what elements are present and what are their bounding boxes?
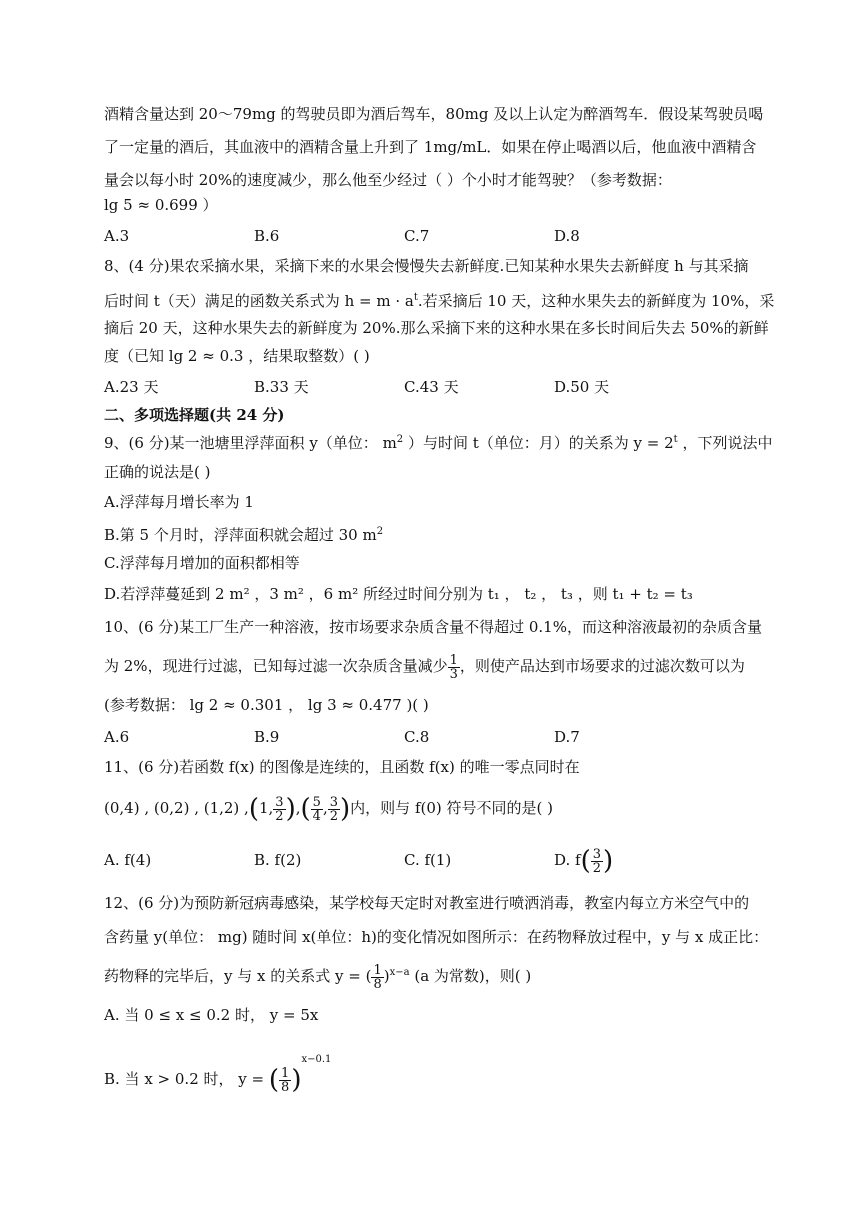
q8-line-1: 8、(4 分)果农采摘水果，采摘下来的水果会慢慢失去新鲜度.已知某种水果失去新鲜度 h 与其采摘	[104, 257, 749, 275]
q12-option-b-frac	[279, 1067, 291, 1094]
q11-option-b[interactable]: B. f(2)	[254, 851, 302, 869]
q8-line-2-end: .若采摘后 10 天，这种水果失去的新鲜度为 10%，采	[417, 292, 775, 310]
paren-open-icon: (	[300, 794, 311, 824]
q9-option-b-text: B.第 5 个月时，浮萍面积就会超过 30 m	[104, 526, 377, 544]
q11-int5-frac2	[328, 796, 340, 823]
q9-option-b[interactable]	[104, 522, 383, 545]
q11-int5-num1: 5	[312, 794, 321, 810]
q12-line-3: 药物释的完毕后，y 与 x 的关系式 y = ( $\frac{1}{8}$ )$^{x-a}$ (a 为常数)，则( )	[104, 962, 532, 992]
q8-line-3: 摘后 20 天，这种水果失去的新鲜度为 20%.那么采摘下来的这种水果在多长时间后失去 50%的新鲜	[104, 319, 769, 337]
q7-option-d[interactable]: D.8	[554, 227, 580, 245]
q7-line-2: 了一定量的酒后，其血液中的酒精含量上升到了 1mg/mL．如果在停止喝酒以后，他血液中酒精含	[104, 138, 757, 156]
q11-int4-a: 1,	[258, 799, 274, 817]
q11-option-d-pre: D. f	[554, 851, 581, 869]
section-heading: 二、多项选择题(共 24 分)	[104, 406, 285, 424]
q9-option-b-sup: 2	[376, 526, 384, 537]
q11-int4-num: 3	[275, 794, 284, 810]
q12-optb-den: 8	[281, 1079, 290, 1095]
q10-line-3: (参考数据： lg 2 ≈ 0.301 ， lg 3 ≈ 0.477 )( )	[104, 696, 429, 714]
q11-optd-den: 2	[592, 860, 602, 876]
q12-line-3-post: (a 为常数)，则( )	[409, 967, 532, 985]
q12-l3-num: 1	[373, 962, 382, 978]
q12-option-b-pre: B. 当 x > 0.2 时， y =	[104, 1070, 265, 1088]
q10-frac-den: 3	[449, 666, 458, 682]
q10-option-d[interactable]: D.7	[554, 728, 580, 746]
q11-int4-den: 2	[275, 808, 284, 824]
q10-option-b[interactable]: B.9	[254, 728, 280, 746]
paren-close-icon: )	[340, 794, 351, 824]
q11-int5-num2: 3	[329, 794, 339, 810]
q12-option-b-exp: x−0.1	[301, 1054, 332, 1065]
q10-line-2-pre: 为 2%，现进行过滤，已知每过滤一次杂质含量减少	[104, 657, 448, 675]
q11-line-1: 11、(6 分)若函数 f(x) 的图像是连续的，且函数 f(x) 的唯一零点同时在	[104, 758, 580, 776]
q12-optb-num: 1	[281, 1065, 290, 1081]
q12-option-b[interactable]	[104, 1040, 331, 1100]
q12-line-3-pre: 药物释的完毕后，y 与 x 的关系式 y = (	[104, 967, 372, 985]
paren-close-icon: )	[603, 846, 614, 876]
q8-exponent: t	[413, 292, 418, 303]
q8-option-a[interactable]: A.23 天	[104, 378, 159, 396]
q7-option-b[interactable]: B.6	[254, 227, 280, 245]
q11-int5-den1: 4	[312, 808, 321, 824]
q7-line-1: 酒精含量达到 20～79mg 的驾驶员即为酒后驾车，80mg 及以上认定为醉酒驾车．假设某驾驶员喝	[104, 105, 764, 123]
q10-line-1: 10、(6 分)某工厂生产一种溶液，按市场要求杂质含量不得超过 0.1%，而这种溶液最初的杂质含量	[104, 618, 762, 636]
q10-line-2	[104, 651, 745, 681]
paren-open-icon: (	[580, 846, 591, 876]
paren-close-icon: )	[285, 794, 296, 824]
q11-line-2: (0,4) , (0,2) , (1,2) ,(1, $\frac{3}{2}$ ),( $\frac{5}{4}$ , $\frac{3}{2}$ )内，则与 f(0) 符号不同的是( )	[104, 794, 553, 824]
q11-intervals: (0,4) , (0,2) , (1,2) ,	[104, 799, 249, 817]
q10-fraction	[448, 654, 460, 681]
q7-line-4: lg 5 ≈ 0.699 ）	[104, 196, 218, 214]
q10-line-2-post: ，则使产品达到市场要求的过滤次数可以为	[459, 657, 745, 675]
q12-line-2: 含药量 y(单位： mg) 随时间 x(单位：h)的变化情况如图所示：在药物释放过程中，y 与 x 成正比：	[104, 928, 769, 946]
q11-option-d-frac	[591, 848, 603, 875]
q10-frac-num: 1	[449, 652, 458, 668]
q8-option-c[interactable]: C.43 天	[404, 378, 459, 396]
q11-int5-frac1	[311, 796, 323, 823]
q11-option-d[interactable]	[554, 840, 613, 881]
q9-unit-sup: 2	[396, 434, 404, 445]
q11-line-2-tail: 内，则与 f(0) 符号不同的是( )	[350, 799, 553, 817]
q9-line-2: 正确的说法是( )	[104, 463, 211, 481]
q9-line-1-tail: ，下列说法中	[677, 434, 773, 452]
paren-close-icon: )	[291, 1065, 302, 1095]
q8-line-2-text: 后时间 t（天）满足的函数关系式为 h = m · a	[104, 292, 414, 310]
q9-option-a[interactable]: A.浮萍每月增长率为 1	[104, 493, 254, 511]
q7-option-c[interactable]: C.7	[404, 227, 430, 245]
q11-option-a[interactable]: A. f(4)	[104, 851, 152, 869]
q12-l3-den: 8	[373, 976, 382, 992]
q9-line-1-text: 9、(6 分)某一池塘里浮萍面积 y（单位： m	[104, 434, 397, 452]
q9-exp-sup: t	[673, 434, 678, 445]
q12-line-3-exp: x−a	[389, 967, 410, 978]
q8-line-2	[104, 288, 774, 311]
paren-open-icon: (	[248, 794, 259, 824]
q8-line-4: 度（已知 lg 2 ≈ 0.3 ，结果取整数）( )	[104, 347, 370, 365]
q11-optd-num: 3	[592, 846, 602, 862]
q12-option-a[interactable]: A. 当 0 ≤ x ≤ 0.2 时， y = 5x	[104, 1006, 319, 1024]
q12-line-3-frac	[371, 964, 383, 991]
q10-option-a[interactable]: A.6	[104, 728, 130, 746]
q8-option-d[interactable]: D.50 天	[554, 378, 610, 396]
q11-int5-den2: 2	[329, 808, 339, 824]
q9-line-1-mid: ）与时间 t（单位：月）的关系为 y = 2	[403, 434, 674, 452]
q7-line-3: 量会以每小时 20%的速度减少，那么他至少经过（ ）个小时才能驾驶？（参考数据：	[104, 171, 672, 189]
paren-open-icon: (	[268, 1065, 280, 1095]
q7-option-a[interactable]: A.3	[104, 227, 130, 245]
q10-option-c[interactable]: C.8	[404, 728, 430, 746]
q9-option-c[interactable]: C.浮萍每月增加的面积都相等	[104, 554, 300, 572]
q9-line-1	[104, 430, 772, 453]
q11-option-c[interactable]: C. f(1)	[404, 851, 452, 869]
q9-option-d[interactable]: D.若浮萍蔓延到 2 m² ，3 m² ，6 m² 所经过时间分别为 t₁ ， t₂ ， t₃ ，则 t₁ + t₂ = t₃	[104, 585, 693, 603]
q11-int4-frac	[273, 796, 285, 823]
q12-line-1: 12、(6 分)为预防新冠病毒感染，某学校每天定时对教室进行喷洒消毒，教室内每立方米空气中的	[104, 894, 750, 912]
q8-option-b[interactable]: B.33 天	[254, 378, 309, 396]
